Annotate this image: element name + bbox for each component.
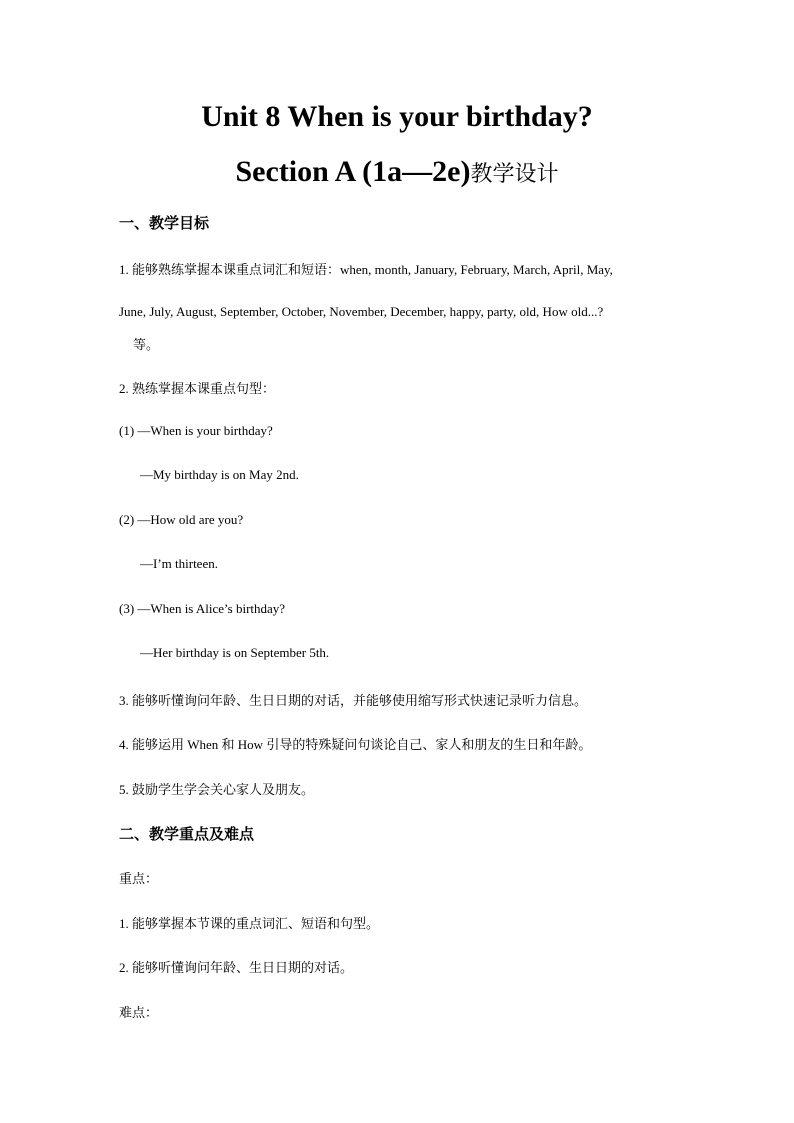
objective-1-line-3: 等。	[133, 337, 160, 352]
objective-3: 3. 能够听懂询问年龄、生日日期的对话，并能够使用缩写形式快速记录听力信息。	[119, 693, 588, 708]
difficult-points-label: 难点：	[119, 1005, 159, 1020]
section-heading-objectives: 一、教学目标	[119, 214, 210, 232]
objective-2: 2. 熟练掌握本课重点句型：	[119, 381, 276, 396]
objective-1-line-2: June, July, August, September, October, November, December, happy, party, old, How old...?	[119, 304, 604, 319]
key-point-1: 1. 能够掌握本节课的重点词汇、短语和句型。	[119, 916, 380, 931]
objective-5: 5. 鼓励学生学会关心家人及朋友。	[119, 782, 315, 797]
subtitle-chinese: 教学设计	[470, 162, 559, 187]
document-subtitle	[0, 155, 794, 189]
subtitle-english: Section A (1a—2e)	[235, 155, 471, 188]
objective-1-line-1: 1. 能够熟练掌握本课重点词汇和短语：when, month, January, February, March, April, May,	[119, 262, 613, 277]
sentence-q3: (3) —When is Alice’s birthday?	[119, 601, 286, 616]
sentence-a2: —I’m thirteen.	[140, 556, 218, 571]
key-point-2: 2. 能够听懂询问年龄、生日日期的对话。	[119, 960, 354, 975]
sentence-a3: —Her birthday is on September 5th.	[140, 645, 330, 660]
key-points-label: 重点：	[119, 871, 159, 886]
sentence-a1: —My birthday is on May 2nd.	[140, 467, 299, 482]
sentence-q2: (2) —How old are you?	[119, 512, 244, 527]
sentence-q1: (1) —When is your birthday?	[119, 423, 273, 438]
document-title: Unit 8 When is your birthday?	[201, 100, 593, 133]
objective-4: 4. 能够运用 When 和 How 引导的特殊疑问句谈论自己、家人和朋友的生日和年龄。	[119, 737, 592, 752]
section-heading-key-points: 二、教学重点及难点	[119, 825, 255, 843]
